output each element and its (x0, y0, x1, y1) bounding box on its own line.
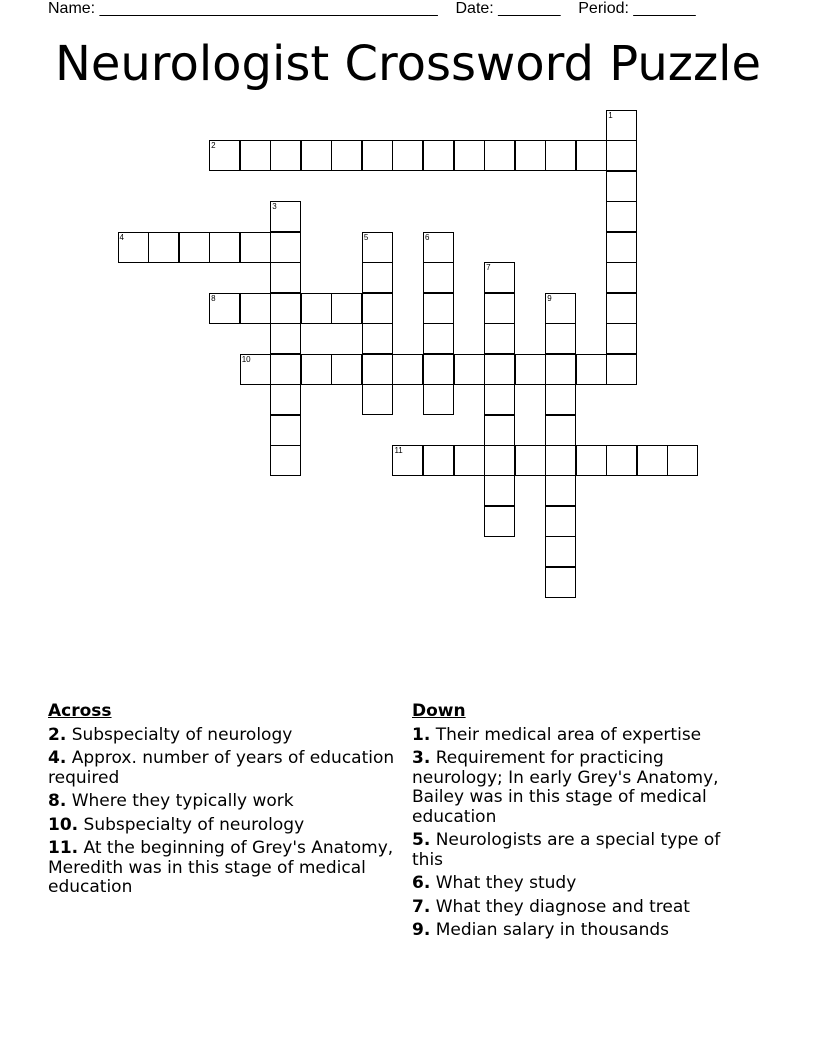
crossword-cell[interactable] (270, 140, 301, 171)
crossword-cell[interactable] (148, 232, 179, 263)
crossword-cell[interactable] (179, 232, 210, 263)
crossword-cell[interactable] (484, 415, 515, 446)
clue-number: 3. (412, 748, 431, 768)
crossword-cell[interactable] (301, 354, 332, 385)
crossword-cell[interactable] (545, 384, 576, 415)
down-clues (412, 702, 752, 945)
crossword-cell[interactable] (209, 293, 240, 324)
cell-number: 1 (608, 111, 613, 120)
crossword-cell[interactable] (270, 323, 301, 354)
crossword-cell[interactable] (331, 293, 362, 324)
down-clue-9 (412, 921, 752, 941)
cell-number: 2 (211, 141, 216, 151)
clue-number: 6. (412, 873, 431, 893)
crossword-cell[interactable] (362, 140, 393, 171)
crossword-cell[interactable] (515, 140, 546, 171)
clue-text: What they diagnose and treat (435, 896, 690, 917)
crossword-cell[interactable] (423, 354, 454, 385)
crossword-cell[interactable] (545, 415, 576, 446)
down-clue-3 (412, 749, 752, 827)
student-info-line: Name: ______________________________________ Date: _______ Period: _______ (48, 0, 696, 17)
across-clue-11 (48, 839, 400, 898)
crossword-cell[interactable] (545, 140, 576, 171)
crossword-cell[interactable] (270, 262, 301, 293)
across-clue-4 (48, 749, 400, 788)
down-clue-5 (412, 831, 752, 870)
crossword-cell[interactable] (576, 445, 607, 476)
crossword-cell[interactable] (423, 232, 454, 263)
crossword-cell[interactable] (270, 201, 301, 232)
clue-text: Where they typically work (71, 791, 294, 811)
crossword-cell[interactable] (606, 293, 637, 324)
clue-number: 4. (48, 748, 67, 768)
crossword-cell[interactable] (545, 536, 576, 567)
cell-number: 5 (363, 232, 369, 242)
crossword-cell[interactable] (240, 140, 271, 171)
crossword-cell[interactable] (209, 232, 240, 263)
crossword-cell[interactable] (423, 293, 454, 324)
cell-number: 9 (547, 293, 552, 303)
crossword-cell[interactable] (515, 445, 546, 476)
clue-number: 5. (412, 830, 431, 850)
clue-text: Median salary in thousands (435, 920, 670, 940)
crossword-cell[interactable] (606, 445, 637, 476)
crossword-cell[interactable] (484, 140, 515, 171)
down-clue-6 (412, 874, 752, 894)
crossword-cell[interactable] (423, 323, 454, 354)
clue-number: 10. (48, 814, 79, 835)
crossword-cell[interactable] (545, 293, 576, 324)
clue-text: What they study (435, 873, 577, 893)
cell-number: 4 (119, 232, 124, 242)
across-clue-10 (48, 816, 400, 836)
clue-text: Subspecialty of neurology (83, 814, 305, 835)
crossword-cell[interactable] (606, 262, 637, 293)
crossword-cell[interactable] (423, 384, 454, 415)
crossword-cell[interactable] (301, 140, 332, 171)
down-clue-1 (412, 726, 752, 746)
cell-number: 7 (486, 263, 491, 273)
crossword-cell[interactable] (362, 384, 393, 415)
across-clue-2 (48, 726, 400, 746)
crossword-cell[interactable] (545, 475, 576, 506)
crossword-cell[interactable] (637, 445, 668, 476)
clue-number: 8. (48, 791, 67, 811)
crossword-cell[interactable] (362, 262, 393, 293)
crossword-cell[interactable] (362, 323, 393, 354)
crossword-cell[interactable] (545, 506, 576, 537)
crossword-cell[interactable] (270, 384, 301, 415)
crossword-cell[interactable] (362, 293, 393, 324)
clue-number: 11. (48, 838, 79, 858)
across-clues (48, 702, 400, 902)
clue-number: 7. (412, 896, 431, 917)
crossword-cell[interactable] (484, 384, 515, 415)
clue-text: At the beginning of Grey's Anatomy, Meredith was in this stage of medical education (48, 838, 394, 897)
crossword-cell[interactable] (270, 232, 301, 263)
crossword-cell[interactable] (454, 354, 485, 385)
crossword-cell[interactable] (484, 323, 515, 354)
crossword-cell[interactable] (392, 354, 423, 385)
crossword-cell[interactable] (545, 445, 576, 476)
clue-number: 9. (412, 920, 431, 940)
crossword-cell[interactable] (331, 140, 362, 171)
crossword-cell[interactable] (270, 354, 301, 385)
crossword-cell[interactable] (423, 262, 454, 293)
down-clue-7 (412, 898, 752, 918)
crossword-cell[interactable] (240, 293, 271, 324)
crossword-cell[interactable] (576, 354, 607, 385)
crossword-cell[interactable] (362, 232, 393, 263)
clue-text: Subspecialty of neurology (71, 724, 293, 745)
crossword-cell[interactable] (240, 232, 271, 263)
cell-number: 8 (211, 293, 216, 303)
across-heading: Across (48, 701, 112, 721)
crossword-cell[interactable] (484, 475, 515, 506)
crossword-cell[interactable] (331, 354, 362, 385)
crossword-cell[interactable] (606, 140, 637, 171)
crossword-cell[interactable] (515, 354, 546, 385)
cell-number: 10 (241, 354, 251, 364)
crossword-cell[interactable] (484, 445, 515, 476)
crossword-cell[interactable] (454, 445, 485, 476)
crossword-cell[interactable] (484, 506, 515, 537)
clue-text: Their medical area of expertise (435, 724, 702, 745)
cell-number: 3 (272, 202, 277, 212)
crossword-cell[interactable] (423, 445, 454, 476)
crossword-cell[interactable] (423, 140, 454, 171)
crossword-cell[interactable] (484, 262, 515, 293)
crossword-cell[interactable] (301, 293, 332, 324)
crossword-cell[interactable] (606, 323, 637, 354)
crossword-cell[interactable] (240, 354, 271, 385)
crossword-cell[interactable] (606, 232, 637, 263)
crossword-cell[interactable] (545, 567, 576, 598)
crossword-cell[interactable] (392, 445, 423, 476)
across-clue-8 (48, 792, 400, 812)
cell-number: 11 (394, 445, 403, 455)
crossword-cell[interactable] (606, 354, 637, 385)
crossword-cell[interactable] (209, 140, 240, 171)
crossword-cell[interactable] (454, 140, 485, 171)
crossword-cell[interactable] (392, 140, 423, 171)
crossword-cell[interactable] (576, 140, 607, 171)
crossword-cell[interactable] (606, 110, 637, 141)
crossword-cell[interactable] (270, 445, 301, 476)
page-title: Neurologist Crossword Puzzle (54, 36, 762, 92)
crossword-cell[interactable] (270, 293, 301, 324)
crossword-cell[interactable] (118, 232, 149, 263)
crossword-cell[interactable] (667, 445, 698, 476)
clue-text: Approx. number of years of education required (48, 748, 395, 788)
crossword-cell[interactable] (270, 415, 301, 446)
crossword-cell[interactable] (362, 354, 393, 385)
crossword-cell[interactable] (545, 323, 576, 354)
crossword-cell[interactable] (484, 293, 515, 324)
crossword-cell[interactable] (545, 354, 576, 385)
clue-text: Neurologists are a special type of this (412, 830, 721, 870)
clue-number: 2. (48, 724, 67, 745)
crossword-cell[interactable] (606, 171, 637, 202)
cell-number: 6 (425, 232, 430, 242)
clue-number: 1. (412, 724, 431, 745)
clue-text: Requirement for practicing neurology; In early Grey's Anatomy, Bailey was in this stage of medical education (412, 748, 719, 827)
down-heading: Down (412, 701, 466, 721)
crossword-cell[interactable] (606, 201, 637, 232)
crossword-cell[interactable] (484, 354, 515, 385)
